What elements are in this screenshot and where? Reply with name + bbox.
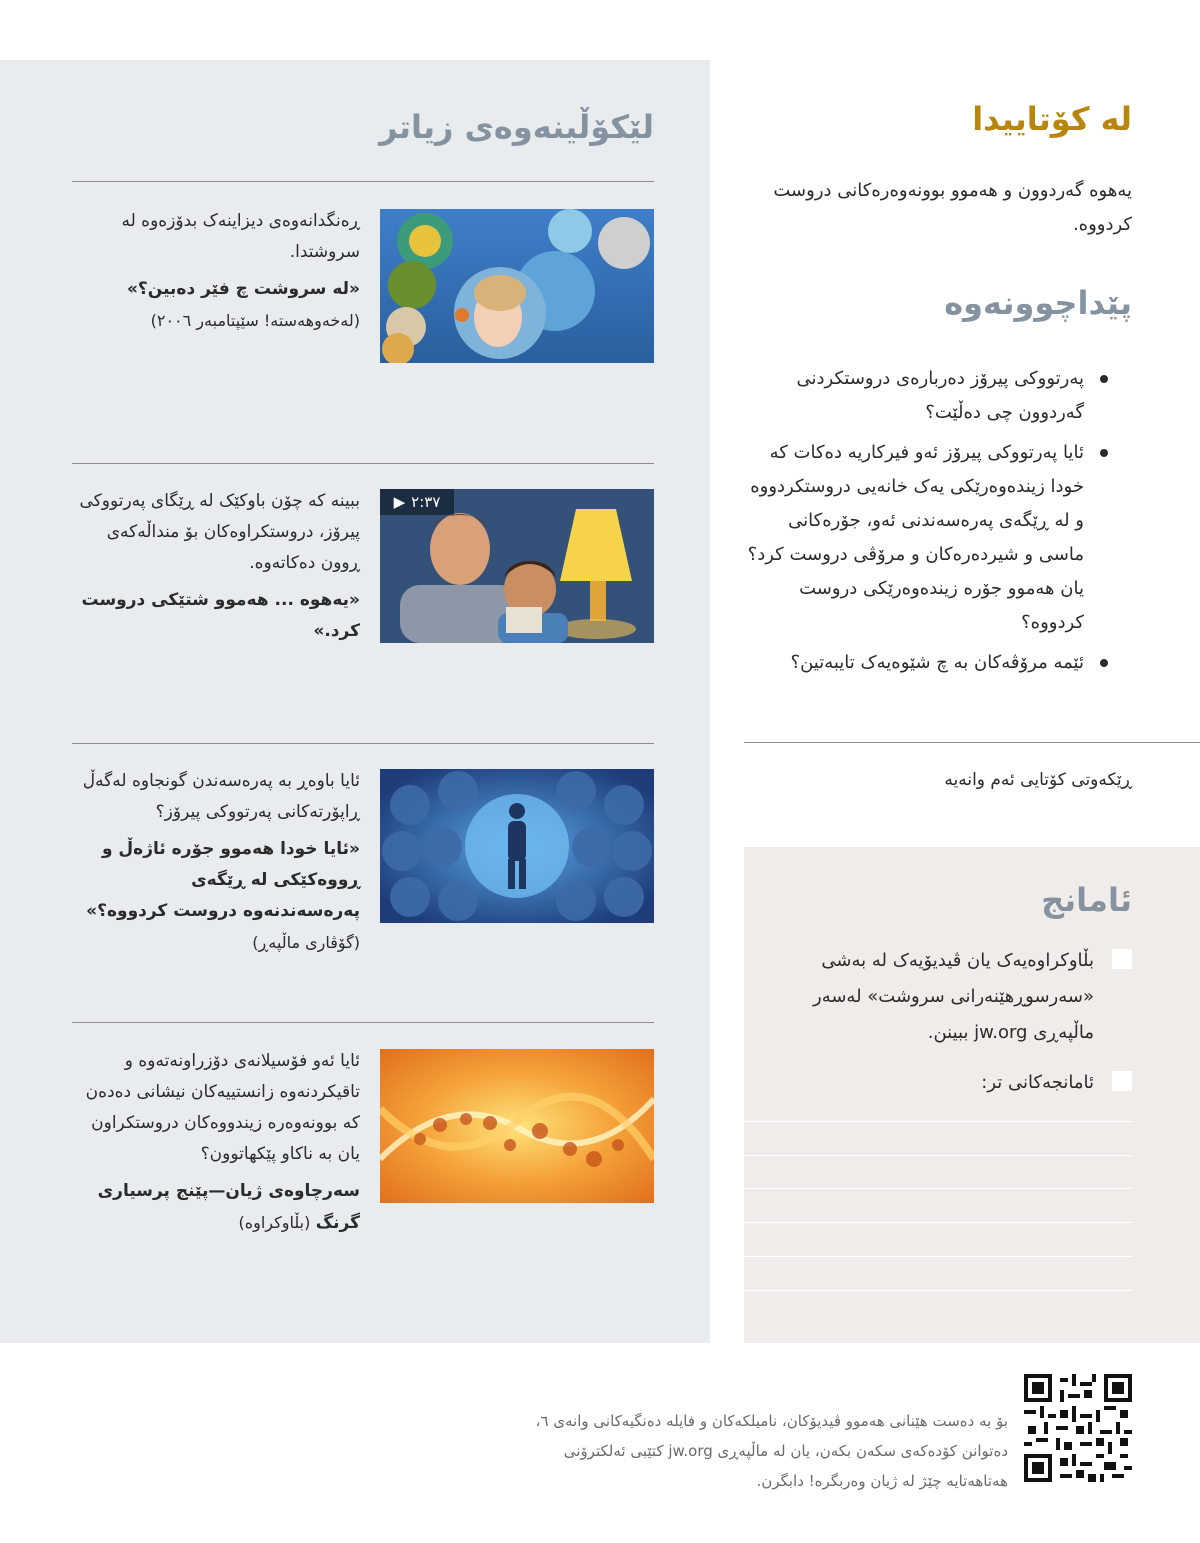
qr-code-icon[interactable]	[1024, 1374, 1132, 1482]
goal-writing-line[interactable]	[744, 1155, 1132, 1156]
entry-description: ئایا باوەڕ بە پەرەسەندن گونجاوە لەگەڵ ڕاپۆرتەکانی پەرتووکی پیرۆز؟	[82, 771, 360, 822]
entry-reference-title[interactable]: «لە سروشت چ فێر دەبین؟»	[126, 279, 360, 299]
entry-reference-note: (لەخەوهەستە! سێپتامبەر ٢٠٠٦)	[150, 311, 360, 330]
review-question: ئایا پەرتووکی پیرۆز ئەو فیرکاریە دەکات کە خودا زیندەوەرێکی یەک خانەیی دروستکردووە و لە ڕێگەی پەرەسەندنی ئەو، جۆرەکانی ماسی و شیردەرەکان و مرۆڤی دروست کرد؟ یان هەموو جۆرە زیندەوەرێکی دروست کردووە؟	[740, 436, 1132, 640]
entry-reference-title[interactable]: «ئایا خودا هەموو جۆرە ئاژەڵ و ڕووەکێکی لە ڕێگەی پەرەسەندنەوە دروست کردووە؟»	[86, 839, 360, 921]
review-question: ئێمە مرۆڤەکان بە چ شێوەیەک تایبەتین؟	[740, 646, 1132, 680]
dna-image[interactable]	[380, 1049, 654, 1203]
further-study-entry	[72, 486, 360, 647]
goal-writing-line[interactable]	[744, 1256, 1132, 1257]
goal-checkbox[interactable]	[1112, 1071, 1132, 1091]
video-duration: ٢:٣٧	[411, 493, 441, 511]
goal-text: ئامانجەکانی تر:	[981, 1072, 1094, 1093]
entry-reference[interactable]	[72, 1176, 360, 1239]
agreement-divider	[744, 742, 1200, 743]
video-duration-badge[interactable]	[380, 489, 454, 515]
goal-writing-line[interactable]	[744, 1188, 1132, 1189]
goals-title: ئامانج	[1041, 881, 1132, 919]
conclusion-text: یەهوە گەردوون و هەموو بوونەوەرەکانی دروست کردووە.	[773, 180, 1132, 235]
further-study-entry	[72, 766, 360, 959]
footer-note: بۆ بە دەست هێنانی هەموو ڤیدیۆکان، نامیلکەکان و فایلە دەنگیەکانی وانەی ٦، دەتوانن کۆدەکەی سکەن بکەن، یان لە ماڵپەڕی jw.org کتێبی ئەلکترۆنی هەتاهەتایە چێژ لە ژیان وەربگرە! دابگرن.	[535, 1412, 1008, 1490]
conclusion-title: لە کۆتاییدا	[972, 100, 1132, 138]
entry-reference-note: (گۆڤاری ماڵپەڕ)	[252, 933, 360, 952]
review-list	[740, 362, 1132, 686]
further-study-title: لێکۆڵینەوەی زیاتر	[379, 108, 654, 146]
father-son-video-image[interactable]	[380, 489, 654, 643]
goal-writing-line[interactable]	[744, 1290, 1132, 1291]
goal-item	[812, 943, 1132, 1051]
review-question: پەرتووکی پیرۆز دەربارەی دروستکردنی گەردوون چی دەڵێت؟	[740, 362, 1132, 430]
entry-divider	[72, 1022, 654, 1023]
entry-reference[interactable]	[72, 834, 360, 959]
review-title: پێداچوونەوە	[944, 284, 1132, 322]
goal-text: بڵاوکراوەیەک یان ڤیدیۆیەک لە بەشی «سەرسوڕهێنەرانی سروشت» لەسەر ماڵپەڕی jw.org ببینن.	[813, 950, 1094, 1043]
entry-divider	[72, 743, 654, 744]
goals-box	[744, 847, 1200, 1343]
goal-writing-line[interactable]	[744, 1222, 1132, 1223]
entry-reference-title[interactable]: «یەهوە ... هەموو شتێکی دروست کرد.»	[81, 590, 360, 641]
entry-description: ڕەنگدانەوەی دیزاینەک بدۆزەوە لە سروشتدا.	[121, 211, 360, 262]
further-study-entry	[72, 1046, 360, 1239]
further-study-entry	[72, 206, 360, 337]
goal-writing-line[interactable]	[744, 1121, 1132, 1122]
entry-description: ببینە کە چۆن باوکێک لە ڕێگای پەرتووکی پیرۆز، دروستکراوەکان بۆ منداڵەکەی ڕوون دەکاتەوە.	[79, 491, 360, 573]
entry-reference-title[interactable]: سەرچاوەی ژیان—پێنج پرسیاری گرنگ	[97, 1181, 360, 1233]
entry-reference[interactable]	[72, 274, 360, 337]
agreement-label: ڕێکەوتی کۆتایی ئەم وانەیە	[944, 770, 1132, 790]
child-butterfly-image[interactable]	[380, 209, 654, 363]
entry-reference-note: (بڵاوکراوە)	[238, 1213, 311, 1232]
human-animals-image[interactable]	[380, 769, 654, 923]
entry-reference[interactable]	[72, 585, 360, 647]
entry-divider	[72, 463, 654, 464]
entry-divider	[72, 181, 654, 182]
play-icon: ▶	[393, 493, 406, 511]
goal-item	[812, 1065, 1132, 1101]
goal-checkbox[interactable]	[1112, 949, 1132, 969]
entry-description: ئایا ئەو فۆسیلانەی دۆزراونەتەوە و تاقیکردنەوە زانستییەکان نیشانی دەدەن کە بوونەوەرە زیندووەکان دروستکراون یان بە ناکاو پێکهاتوون؟	[85, 1051, 360, 1164]
